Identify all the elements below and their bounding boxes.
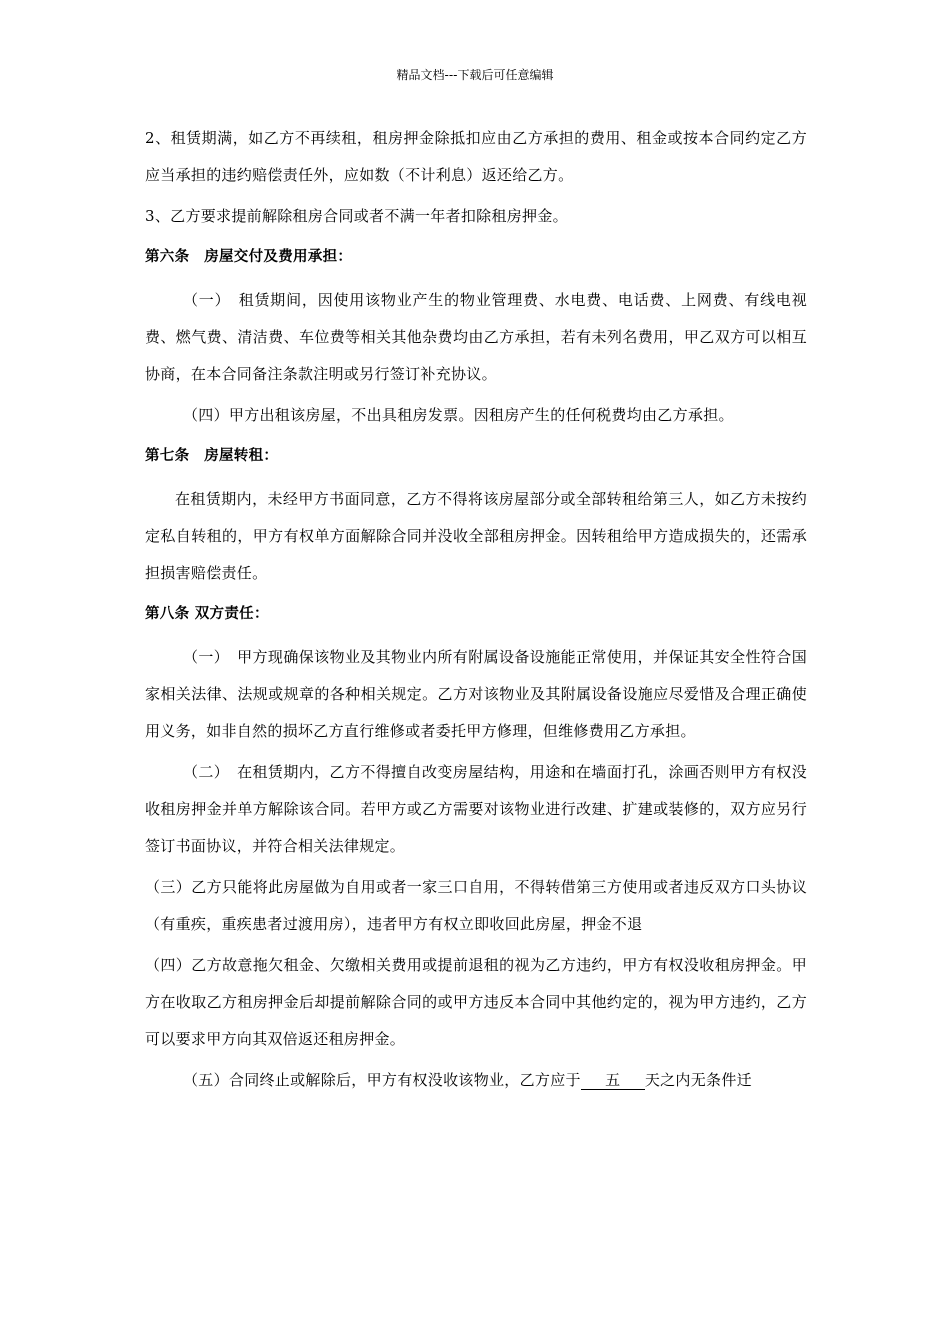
clause-paragraph	[145, 1062, 807, 1099]
section-heading: 第八条 双方责任：	[145, 606, 269, 622]
clause-paragraph: （二） 在租赁期内，乙方不得擅自改变房屋结构，用途和在墙面打孔，涂画否则甲方有权没收租房押金并单方解除该合同。若甲方或乙方需要对该物业进行改建、扩建或装修的，双方应另行签订书面协议，并符合相关法律规定。	[145, 763, 807, 855]
clause-paragraph: （一） 甲方现确保该物业及其物业内所有附属设备设施能正常使用，并保证其安全性符合国家相关法律、法规或规章的各种相关规定。乙方对该物业及其附属设备设施应尽爱惜及合理正确使用义务，如非自然的损坏乙方直行维修或者委托甲方修理，但维修费用乙方承担。	[145, 648, 807, 740]
clause-paragraph: （一） 租赁期间，因使用该物业产生的物业管理费、水电费、电话费、上网费、有线电视费、燃气费、清洁费、车位费等相关其他杂费均由乙方承担，若有未列名费用，甲乙双方可以相互协商，在本合同备注条款注明或另行签订补充协议。	[145, 291, 807, 383]
page-header: 精品文档---下载后可任意编辑	[396, 68, 554, 82]
clause-paragraph: 2、租赁期满，如乙方不再续租，租房押金除抵扣应由乙方承担的费用、租金或按本合同约定乙方应当承担的违约赔偿责任外，应如数（不计利息）返还给乙方。	[145, 129, 807, 184]
clause-paragraph: （四）甲方出租该房屋，不出具租房发票。因租房产生的任何税费均由乙方承担。	[183, 406, 734, 424]
clause-paragraph: 在租赁期内，未经甲方书面同意，乙方不得将该房屋部分或全部转租给第三人，如乙方未按约定私自转租的，甲方有权单方面解除合同并没收全部租房押金。因转租给甲方造成损失的，还需承担损害赔偿责任。	[145, 490, 807, 582]
section-heading: 第六条 房屋交付及费用承担：	[145, 249, 353, 265]
clause-paragraph: 3、乙方要求提前解除租房合同或者不满一年者扣除租房押金。	[145, 207, 568, 225]
fill-in-blank: 五	[581, 1071, 645, 1090]
clause-text: （五）合同终止或解除后，甲方有权没收该物业，乙方应于	[183, 1071, 581, 1089]
section-heading: 第七条 房屋转租：	[145, 448, 279, 464]
document-body	[145, 120, 807, 1103]
clause-paragraph: （四）乙方故意拖欠租金、欠缴相关费用或提前退租的视为乙方违约，甲方有权没收租房押金。甲方在收取乙方租房押金后却提前解除合同的或甲方违反本合同中其他约定的，视为甲方违约，乙方可以要求甲方向其双倍返还租房押金。	[145, 956, 807, 1048]
clause-paragraph: （三）乙方只能将此房屋做为自用或者一家三口自用，不得转借第三方使用或者违反双方口头协议（有重疾，重疾患者过渡用房），违者甲方有权立即收回此房屋，押金不退	[145, 878, 807, 933]
clause-text: 天之内无条件迁	[644, 1071, 752, 1089]
